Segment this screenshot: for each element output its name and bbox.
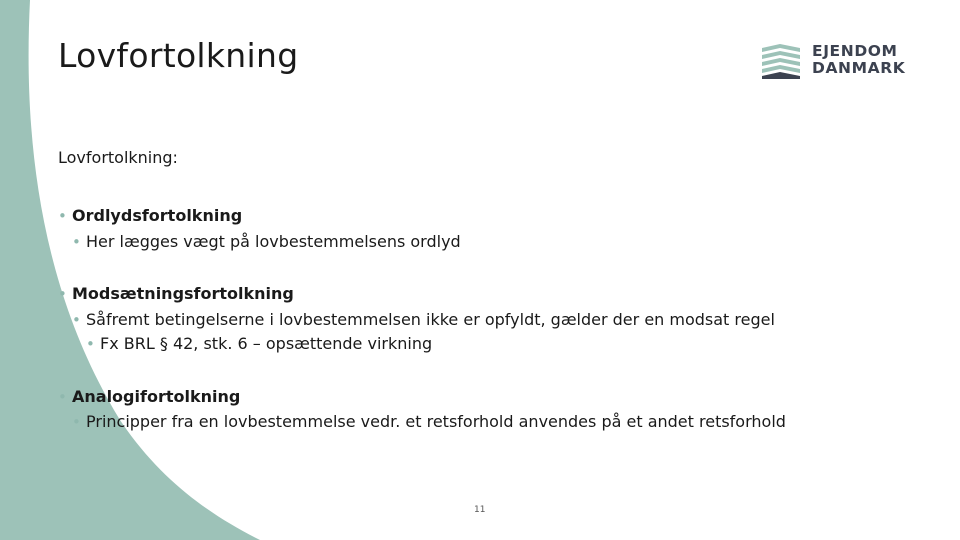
page-number: 11: [474, 505, 486, 515]
intro-text: Lovfortolkning:: [58, 148, 178, 167]
bullet-dot: •: [58, 388, 67, 406]
bullet-heading: Analogifortolkning: [72, 387, 241, 406]
bullet-item: [58, 206, 242, 225]
logo-line2: DANMARK: [812, 59, 906, 77]
sub-bullet-item: [72, 310, 775, 329]
bullet-heading: Ordlydsfortolkning: [72, 206, 243, 225]
company-logo: [760, 40, 910, 80]
bullet-item: [58, 284, 294, 303]
bullet-dot: •: [72, 311, 81, 329]
bullet-dot: •: [72, 233, 81, 251]
sub-bullet-text: Såfremt betingelserne i lovbestemmelsen ikke er opfyldt, gælder der en modsat regel: [86, 310, 775, 329]
sub-sub-bullet-item: [86, 334, 432, 353]
sub-bullet-text: Her lægges vægt på lovbestemmelsens ordlyd: [86, 232, 461, 251]
bullet-dot: •: [58, 285, 67, 303]
bullet-dot: •: [58, 207, 67, 225]
sub-bullet-text: Principper fra en lovbestemmelse vedr. et retsforhold anvendes på et andet retsforhold: [86, 412, 786, 431]
bullet-dot: •: [72, 413, 81, 431]
bullet-item: [58, 387, 240, 406]
left-teal-band: [0, 0, 260, 540]
logo-line1: EJENDOM: [812, 42, 898, 60]
logo-icon: [760, 42, 802, 80]
sub-sub-bullet-text: Fx BRL § 42, stk. 6 – opsættende virkning: [100, 334, 433, 353]
bullet-heading: Modsætningsfortolkning: [72, 284, 294, 303]
sub-bullet-item: [72, 232, 461, 251]
bullet-dot: •: [86, 335, 95, 353]
slide-title: Lovfortolkning: [58, 36, 299, 75]
sub-bullet-item: [72, 412, 786, 431]
